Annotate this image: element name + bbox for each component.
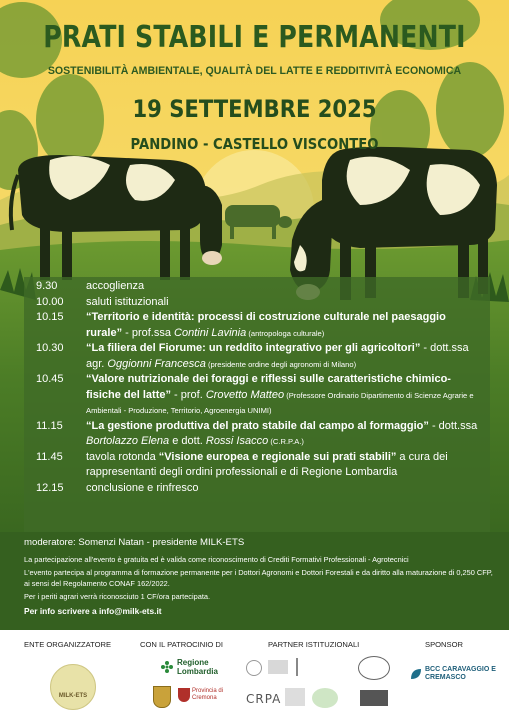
page-title: PRATI STABILI E PERMANENTI (43, 20, 466, 55)
program-text-segment: Contini Lavinia (174, 326, 247, 339)
program-text-segment: “Territorio e identità: processi di costruzione culturale nel paesaggio rurale” (86, 311, 446, 339)
program-row (26, 279, 488, 295)
program-time: 12.15 (36, 481, 64, 494)
ministry-emblem-logo (246, 660, 262, 676)
program-time: 10.45 (36, 373, 64, 385)
program-row (26, 310, 488, 341)
event-date: 19 SETTEMBRE 2025 (132, 95, 377, 123)
program-time: 10.30 (36, 342, 64, 354)
program-row (26, 481, 488, 497)
program-text-segment: “La gestione produttiva del prato stabile dal campo al formaggio” (86, 419, 429, 432)
regione-lombardia-logo (160, 658, 223, 676)
program-description (86, 310, 488, 341)
green-partner-logo (312, 688, 338, 708)
program-time: 11.45 (36, 450, 63, 463)
program-text-segment: Bortolazzo Elena (86, 435, 170, 447)
rosa-camuna-icon (160, 660, 174, 674)
program-text-segment: Crovetto Matteo (205, 388, 285, 401)
ordine-agronomi-logo (296, 658, 348, 676)
sponsor-heading: SPONSOR (425, 640, 463, 649)
program-text-segment: Oggionni Francesca (107, 357, 206, 370)
program-text-segment: - dott.ssa agr. (86, 342, 469, 370)
provincia-logo-text: Provincia di Cremona (192, 688, 224, 701)
note-periti: Per i periti agrari verrà riconosciuto 1 CF/ora partecipata. (24, 592, 211, 602)
program-text-segment: Rossi Isacco (205, 435, 269, 447)
program-text-segment: “La filiera del Fiorume: un reddito integrativo per gli agricoltori” (86, 342, 421, 354)
note-credits: La partecipazione all'evento è gratuita ed è valida come riconoscimento di Crediti Formativi Professionali - Agrotecnici (24, 555, 409, 564)
notes-section (24, 555, 494, 619)
program-description (86, 295, 488, 311)
note-agronomi: L'evento partecipa al programma di formazione permanente per i Dottori Agronomi e Dottori Forestali e da diritto alla maturazione di 0,250 CFP, ai sensi del Regolamento CONAF 162/2022. (24, 568, 493, 588)
program-text-segment: conclusione e rinfresco (86, 481, 199, 494)
program-row (26, 419, 488, 450)
bcc-sponsor-logo (410, 666, 503, 682)
program-schedule (26, 279, 488, 496)
round-partner-logo (358, 656, 390, 680)
provincia-crest-icon (178, 688, 190, 702)
program-row (26, 372, 488, 419)
contact-email-link[interactable]: Per info scrivere a info@milk-ets.it (24, 605, 162, 616)
partner-logo-small (285, 688, 305, 706)
program-text-segment: - prof. (170, 388, 206, 401)
program-description (86, 341, 488, 372)
program-text-segment: (Professore Ordinario Dipartimento di Scienze Agrarie e Ambientali - Produzione, Territorio, Agroenergia UNIMI) (86, 390, 474, 415)
regione-logo-text: Regione Lombardia (177, 658, 218, 676)
program-description (86, 450, 488, 481)
milk-ets-logo (50, 664, 96, 710)
program-text-segment: saluti istituzionali (86, 295, 169, 308)
program-text-segment: (presidente ordine degli agronomi di Milano) (205, 359, 357, 369)
program-time: 9.30 (36, 280, 58, 292)
program-time: 10.00 (36, 295, 64, 308)
organizer-logo-text: MILK-ETS (58, 693, 88, 699)
program-text-segment: tavola rotonda (86, 450, 159, 463)
program-description (86, 481, 488, 497)
footer-logos (0, 630, 509, 720)
event-location: PANDINO - CASTELLO VISCONTEO (130, 135, 379, 153)
program-row (26, 450, 488, 481)
program-description (86, 279, 488, 295)
partners-heading: PARTNER ISTITUZIONALI (268, 640, 360, 649)
program-text-segment: “Valore nutrizionale dei foraggi e riflessi sulle caratteristiche chimico-fisiche del latte” (86, 373, 451, 401)
program-text-segment: “Visione europea e regionale sui prati stabili” (158, 450, 397, 463)
crpa-logo-text: CRPA (246, 692, 282, 706)
program-text-segment: - prof.ssa (122, 326, 175, 339)
program-text-segment: (C.R.P.A.) (268, 437, 304, 446)
sponsor-logo-text: BCC CARAVAGGIO E CREMASCO (425, 666, 496, 681)
program-description (86, 419, 488, 450)
patronage-heading: CON IL PATROCINIO DI (140, 640, 223, 649)
dark-partner-logo (360, 690, 388, 706)
program-row (26, 341, 488, 372)
program-description (86, 372, 488, 419)
bcc-leaf-icon (410, 668, 422, 680)
program-text-segment: e dott. (169, 435, 206, 447)
program-text-segment: accoglienza (86, 280, 145, 292)
program-text-segment: a cura dei rappresentanti degli ordini professionali e di Regione Lombardia (86, 450, 448, 478)
page-subtitle: SOSTENIBILITÀ AMBIENTALE, QUALITÀ DEL LATTE E REDDITIVITÀ ECONOMICA (47, 65, 462, 77)
program-row (26, 295, 488, 311)
organizer-heading: ENTE ORGANIZZATORE (24, 640, 112, 649)
program-text-segment: - dott.ssa (428, 419, 478, 432)
program-text-segment: (antropologa culturale) (246, 328, 325, 338)
provincia-cremona-logo (178, 688, 226, 702)
program-time: 10.15 (36, 311, 64, 323)
comune-crest-logo (153, 686, 171, 708)
crpa-logo (246, 690, 281, 708)
moderator-text: moderatore: Somenzi Natan - presidente MILK-ETS (24, 537, 245, 548)
program-time: 11.15 (36, 419, 63, 432)
collegio-agrotecnici-logo (268, 660, 288, 674)
